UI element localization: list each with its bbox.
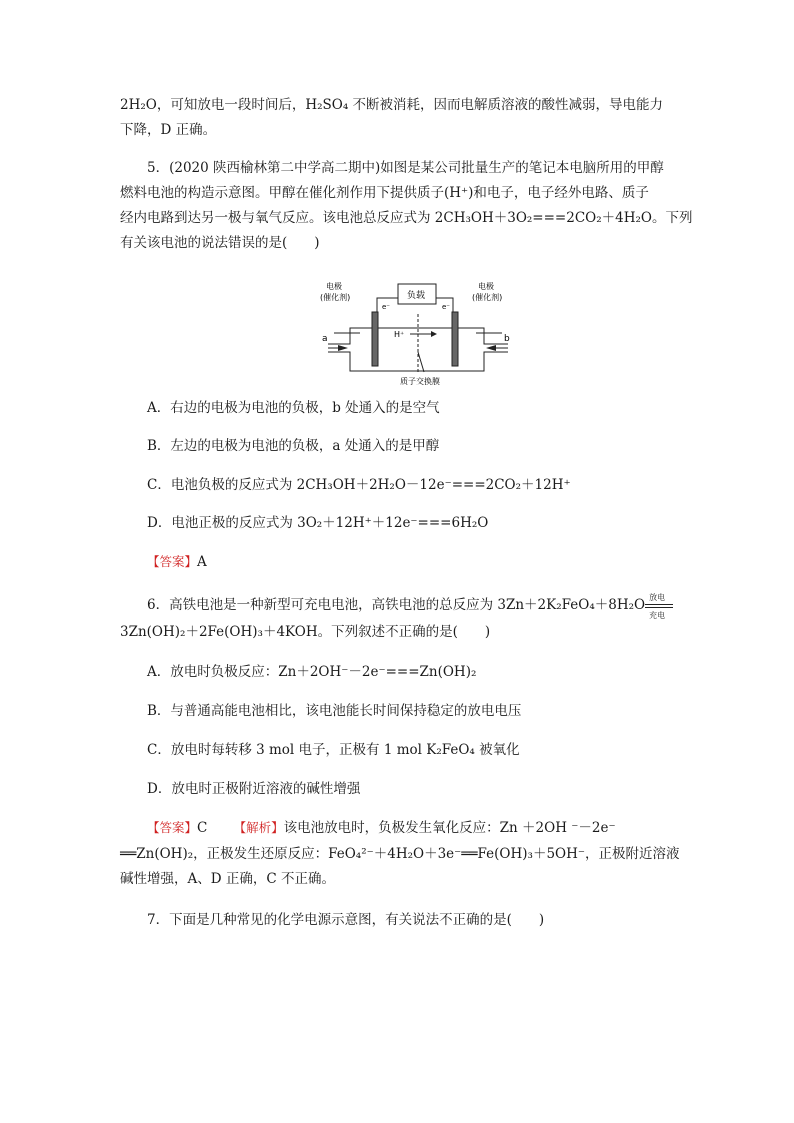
text-line: 3Zn(OH)₂＋2Fe(OH)₃＋4KOH。下列叙述不正确的是( ): [120, 624, 491, 640]
answer-tag: 【答案】: [147, 820, 198, 835]
electron-left-label: e⁻: [382, 303, 391, 311]
q5-option-c: C．电池负极的反应式为 2CH₃OH＋2H₂O－12e⁻===2CO₂＋12H⁺: [147, 477, 571, 493]
electrode-right-label: 电极: [478, 282, 494, 291]
electrode-right: [452, 312, 458, 366]
q6-option-c: C．放电时每转移 3 mol 电子，正极有 1 mol K₂FeO₄ 被氧化: [147, 742, 520, 758]
question-5-stem: 5．(2020 陕西榆林第二中学高二期中)如图是某公司批量生产的笔记本电脑所用的甲醇: [147, 160, 664, 176]
membrane-label: 质子交换膜: [400, 377, 440, 386]
proton-label: H⁺: [394, 330, 405, 339]
inlet-a-label: a: [322, 334, 328, 344]
text-line: 碱性增强，A、D 正确，C 不正确。: [120, 871, 335, 887]
q5-option-a: A．右边的电极为电池的负极，b 处通入的是空气: [147, 400, 440, 416]
arrow-top-label: 放电: [649, 593, 666, 602]
q5-option-b: B．左边的电极为电池的负极，a 处通入的是甲醇: [147, 438, 440, 454]
reversible-arrow: [645, 593, 673, 620]
q5-option-d: D．电池正极的反应式为 3O₂＋12H⁺＋12e⁻===6H₂O: [147, 515, 489, 531]
answer-value: A: [197, 554, 207, 570]
membrane-pointer: [418, 352, 424, 372]
question-6-stem: [147, 593, 673, 620]
text-line: 2H₂O，可知放电一段时间后，H₂SO₄ 不断被消耗，因而电解质溶液的酸性减弱，导电能力: [120, 97, 664, 113]
answer-value: C: [197, 820, 208, 836]
q6-option-a: A．放电时负极反应：Zn＋2OH⁻－2e⁻===Zn(OH)₂: [147, 664, 477, 680]
analysis-text: 该电池放电时，负极发生氧化反应：Zn ＋2OH ⁻－2e⁻: [283, 820, 616, 836]
electrode-left-label: 电极: [326, 282, 342, 291]
arrow-bottom-label: 充电: [649, 611, 666, 620]
load-label: 负载: [407, 291, 426, 301]
answer-tag: 【答案】: [147, 554, 198, 569]
electrode-left: [372, 312, 378, 366]
text-line: 经内电路到达另一极与氧气反应。该电池总反应式为 2CH₃OH＋3O₂===2CO₂＋4H₂O。下列: [120, 210, 693, 226]
fuel-cell-diagram: [318, 276, 518, 386]
catalyst-right-label: (催化剂): [472, 293, 503, 302]
question-7-stem: 7．下面是几种常见的化学电源示意图，有关说法不正确的是( ): [147, 912, 545, 928]
text-line: 下降，D 正确。: [120, 122, 217, 138]
text-line: 燃料电池的构造示意图。甲醇在催化剂作用下提供质子(H⁺)和电子，电子经外电路、质子: [120, 185, 649, 201]
text-line: ══Zn(OH)₂，正极发生还原反应：FeO₄²⁻＋4H₂O＋3e⁻══Fe(OH)₃＋5OH⁻，正极附近溶液: [120, 846, 680, 862]
analysis-tag: 【解析】: [233, 820, 284, 835]
inlet-b-label: b: [504, 334, 510, 344]
q6-option-b: B．与普通高能电池相比，该电池能长时间保持稳定的放电电压: [147, 703, 522, 719]
q6-stem-text: 6．高铁电池是一种新型可充电电池，高铁电池的总反应为 3Zn＋2K₂FeO₄＋8H₂O: [147, 597, 646, 613]
q6-option-d: D．放电时正极附近溶液的碱性增强: [147, 781, 361, 797]
q5-answer: [147, 552, 207, 572]
inlet-b-arrow: [486, 345, 496, 351]
electron-right-label: e⁻: [442, 303, 451, 311]
text-line: 有关该电池的说法错误的是( ): [120, 235, 320, 251]
catalyst-left-label: (催化剂): [320, 293, 351, 302]
q6-answer: [147, 818, 616, 838]
